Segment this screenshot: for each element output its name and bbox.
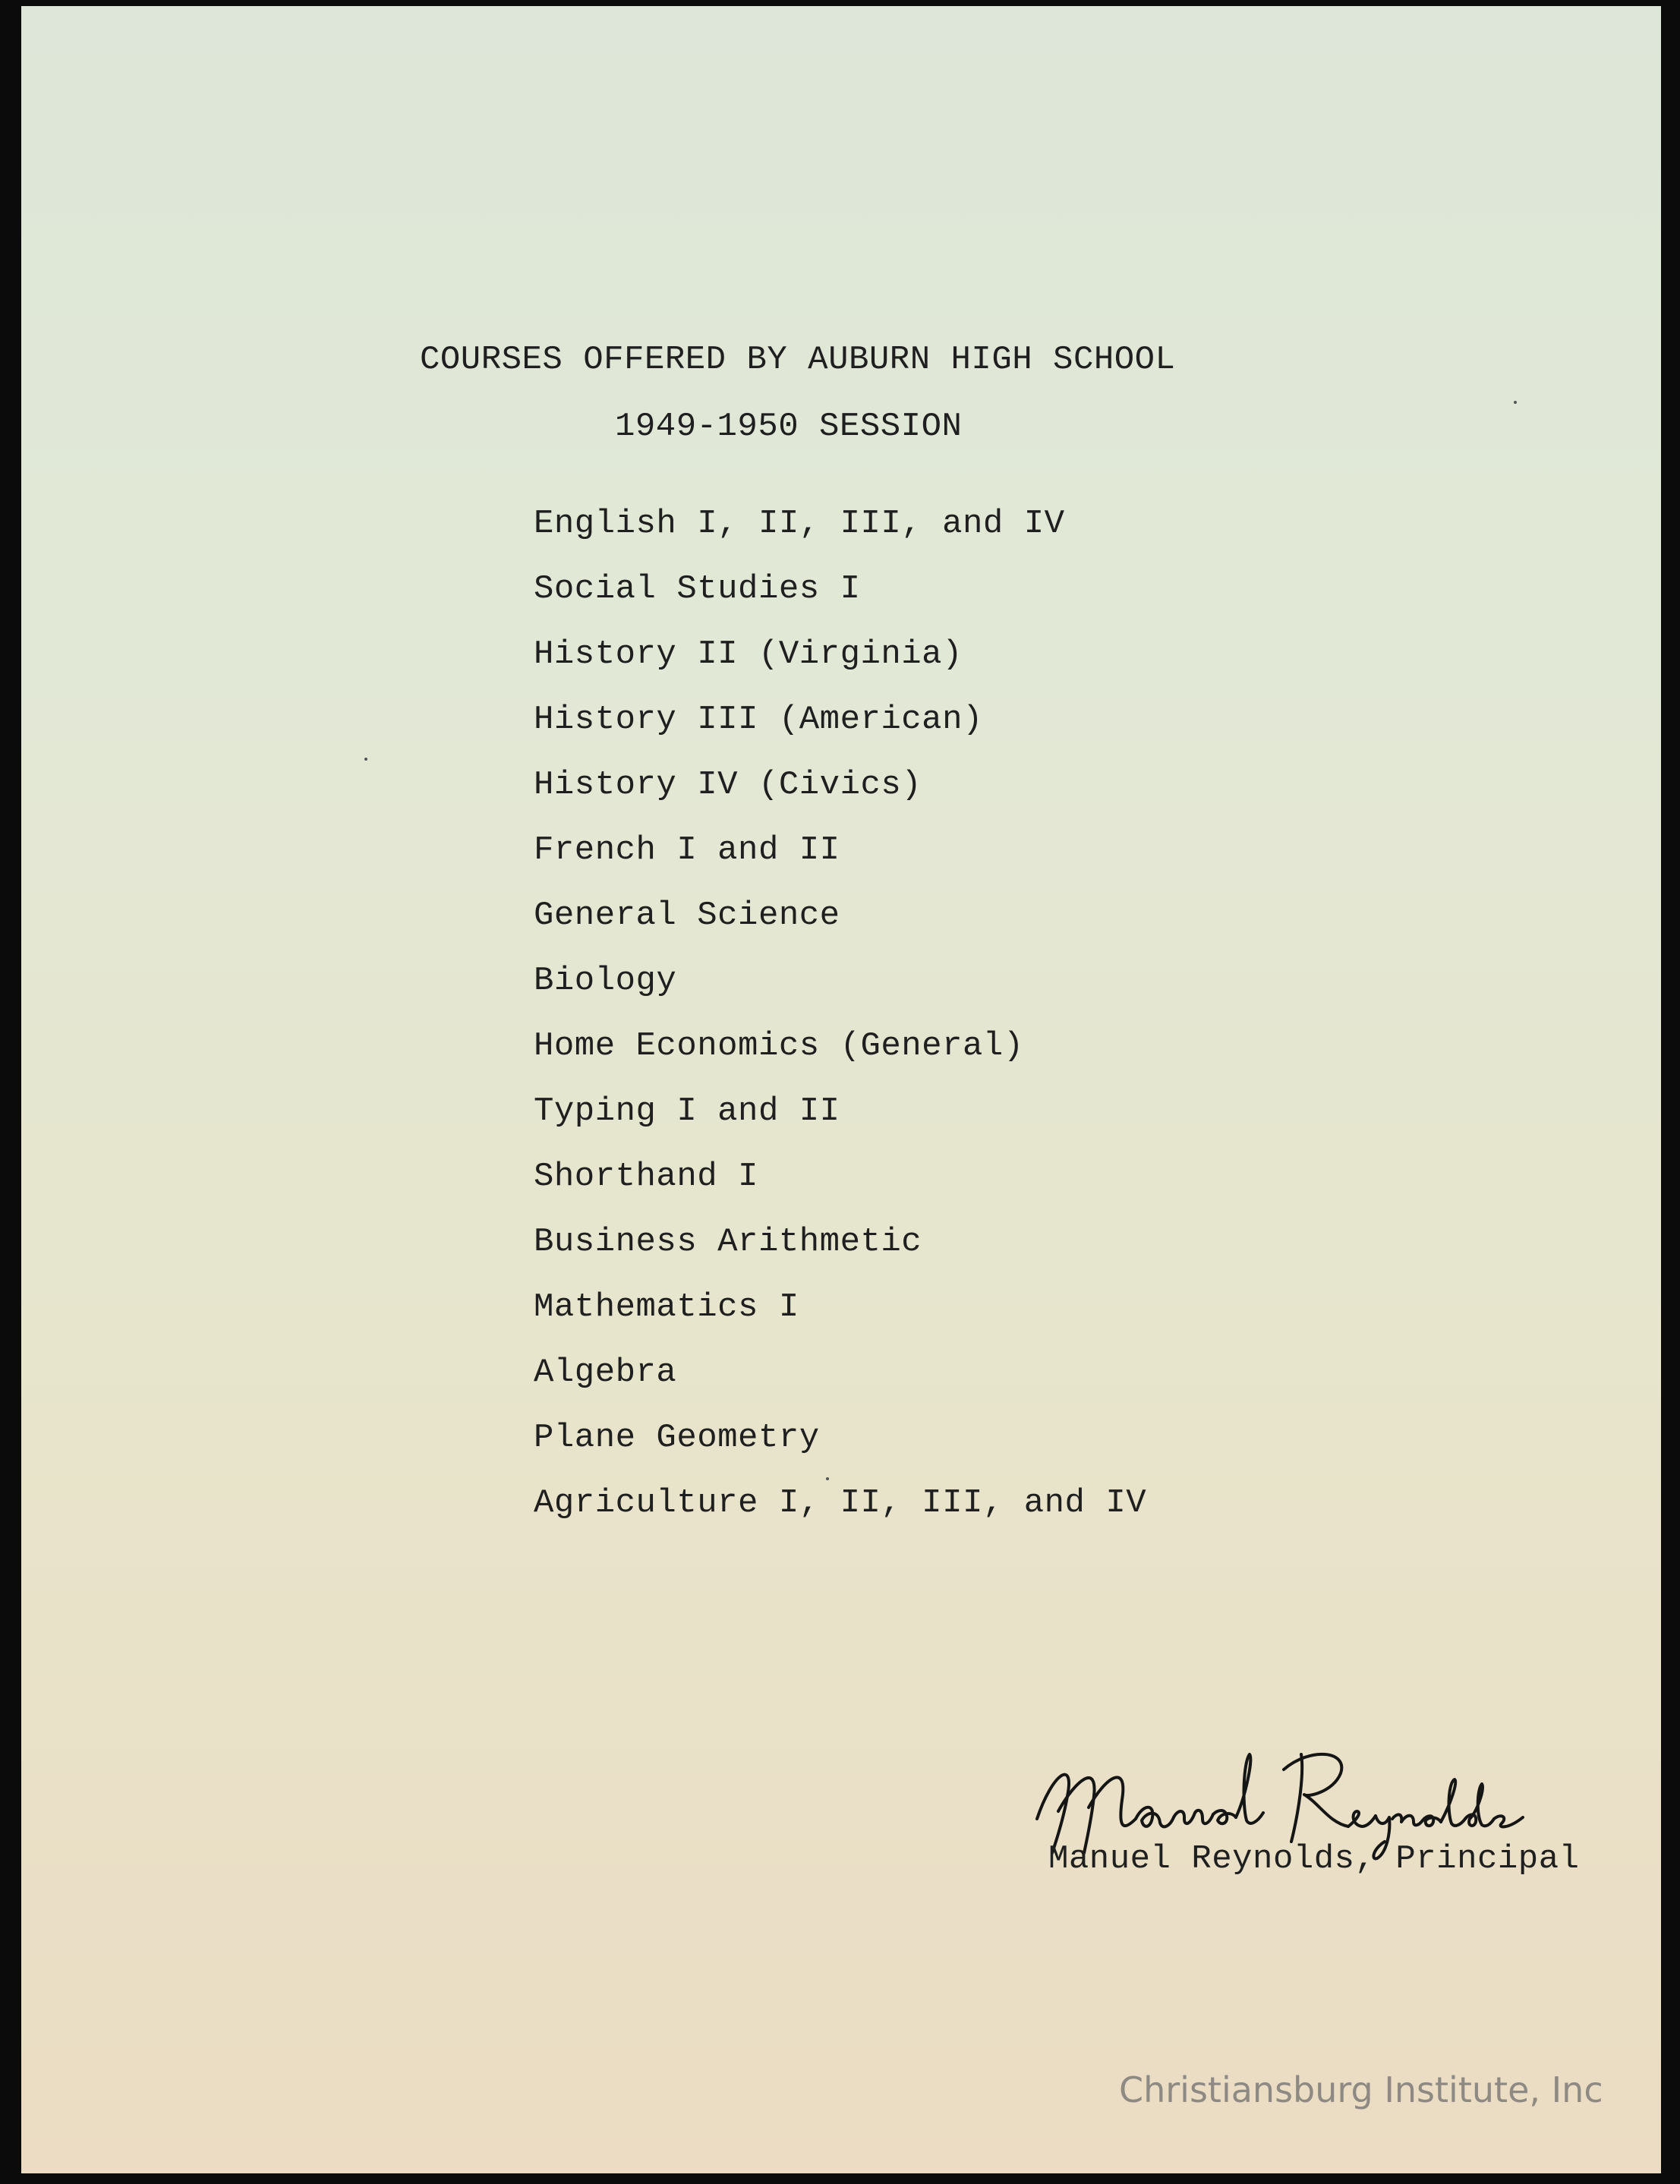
list-item: General Science — [534, 897, 840, 934]
signer-name-title: Manuel Reynolds, Principal — [1048, 1840, 1580, 1878]
list-item: History III (American) — [534, 701, 983, 739]
document-page — [21, 6, 1661, 2173]
list-item: Biology — [534, 962, 677, 1000]
list-item: Social Studies I — [534, 570, 861, 608]
list-item: Home Economics (General) — [534, 1027, 1024, 1065]
archive-watermark: Christiansburg Institute, Inc — [1119, 2069, 1603, 2110]
course-list — [534, 507, 1146, 1552]
list-item: Typing I and II — [534, 1092, 840, 1130]
list-item: Mathematics I — [534, 1288, 799, 1326]
document-title: COURSES OFFERED BY AUBURN HIGH SCHOOL — [420, 341, 1176, 379]
list-item: History IV (Civics) — [534, 766, 922, 804]
list-item: Plane Geometry — [534, 1419, 820, 1457]
list-item: Shorthand I — [534, 1158, 758, 1196]
paper-speck — [826, 1477, 829, 1480]
list-item: Business Arithmetic — [534, 1223, 922, 1261]
list-item: Agriculture I, II, III, and IV — [534, 1484, 1147, 1522]
list-item: Algebra — [534, 1354, 677, 1391]
session-subtitle: 1949-1950 SESSION — [615, 408, 963, 446]
list-item: French I and II — [534, 831, 840, 869]
list-item: History II (Virginia) — [534, 635, 963, 673]
list-item: English I, II, III, and IV — [534, 505, 1065, 543]
paper-speck — [364, 758, 367, 761]
paper-speck — [1514, 401, 1517, 404]
